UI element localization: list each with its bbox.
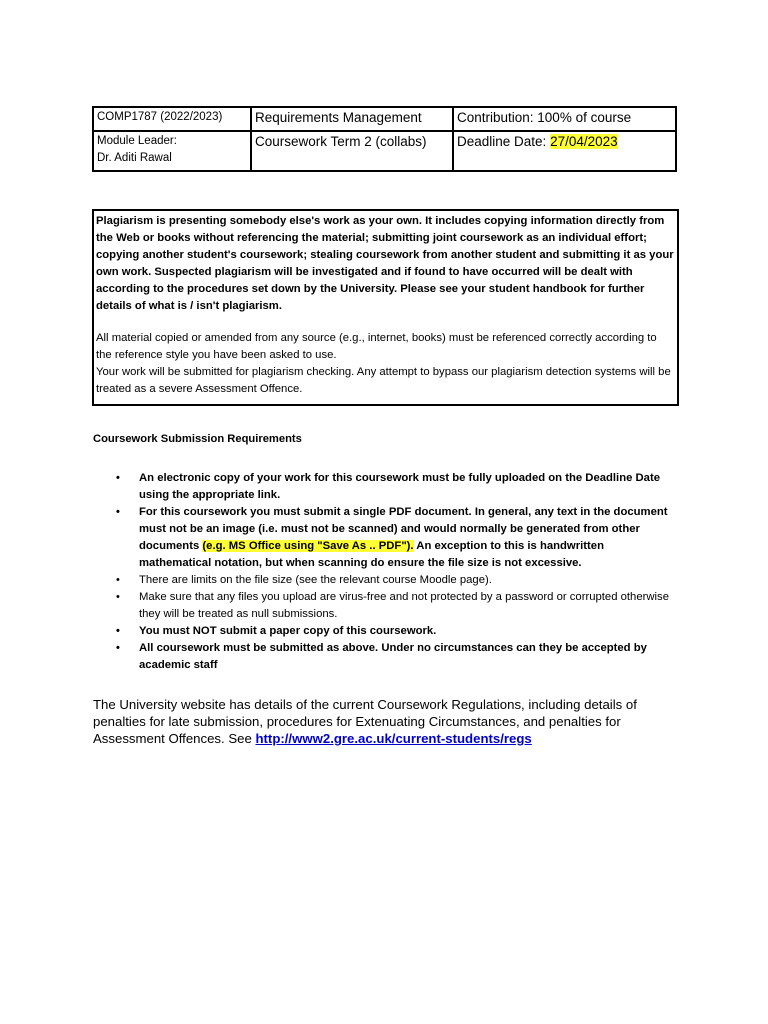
list-item-text: You must NOT submit a paper copy of this coursework. [139, 625, 437, 637]
deadline-cell [453, 131, 676, 171]
list-item-text: There are limits on the file size (see the relevant course Moodle page). [139, 574, 492, 586]
bullet: • [116, 625, 120, 637]
bullet: • [116, 506, 120, 518]
module-title: Requirements Management [251, 107, 453, 131]
referencing-note: All material copied or amended from any source (e.g., internet, books) must be referenced correctly according to the reference style you have been asked to use. [96, 332, 657, 361]
contribution: Contribution: 100% of course [453, 107, 676, 131]
bullet: • [116, 642, 120, 654]
requirements-list [109, 470, 669, 674]
list-item-text: All coursework must be submitted as above. Under no circumstances can they be accepted by academic staff [139, 642, 647, 671]
plagiarism-check-note: Your work will be submitted for plagiarism checking. Any attempt to bypass our plagiarism detection systems will be treated as a severe Assessment Offence. [96, 366, 671, 395]
list-item-text: An electronic copy of your work for this coursework must be fully uploaded on the Deadline Date using the appropriate link. [139, 472, 660, 501]
list-item [109, 572, 669, 589]
list-item-text-tail: An exception to this is handwritten mathematical notation, but when scanning do ensure the file size is not excessive. [139, 540, 604, 569]
requirements-title: Coursework Submission Requirements [93, 433, 302, 445]
highlighted-text: (e.g. MS Office using "Save As .. PDF"). [202, 540, 414, 552]
list-item [109, 589, 669, 623]
regulations-link[interactable]: http://www2.gre.ac.uk/current-students/regs [255, 731, 532, 746]
bullet: • [116, 574, 120, 586]
list-item [109, 623, 669, 640]
regulations-note [93, 696, 663, 747]
list-item [109, 504, 669, 572]
list-item [109, 470, 669, 504]
regulations-text: The University website has details of the current Coursework Regulations, including details of penalties for late submission, procedures for Extenuating Circumstances, and penalties for Assessment Offences. See [93, 697, 637, 746]
list-item [109, 640, 669, 674]
course-code: COMP1787 (2022/2023) [93, 107, 251, 131]
header-table [92, 106, 677, 172]
spacer [96, 315, 675, 330]
deadline-date: 27/04/2023 [550, 134, 618, 149]
module-leader-label: Module Leader: [97, 135, 177, 147]
coursework-term: Coursework Term 2 (collabs) [251, 131, 453, 171]
plagiarism-notice [92, 209, 679, 406]
module-leader-cell [93, 131, 251, 171]
bullet: • [116, 472, 120, 484]
deadline-label: Deadline Date: [457, 134, 551, 149]
bullet: • [116, 591, 120, 603]
plagiarism-definition: Plagiarism is presenting somebody else's work as your own. It includes copying information directly from the Web or books without referencing the material; submitting joint coursework as an individual effort; copying another student's coursework; stealing coursework from another student and submitting it as your own work. Suspected plagiarism will be investigated and if found to have occurred will be dealt with according to the procedures set down by the University. Please see your student handbook for further details of what is / isn't plagiarism. [96, 215, 674, 312]
list-item-text: Make sure that any files you upload are virus-free and not protected by a password or corrupted otherwise they will be treated as null submissions. [139, 591, 669, 620]
module-leader-name: Dr. Aditi Rawal [97, 152, 172, 164]
list-item-text: For this coursework you must submit a single PDF document. In general, any text in the document must not be an image (i.e. must not be scanned) and would normally be generated from other documents [139, 506, 668, 552]
